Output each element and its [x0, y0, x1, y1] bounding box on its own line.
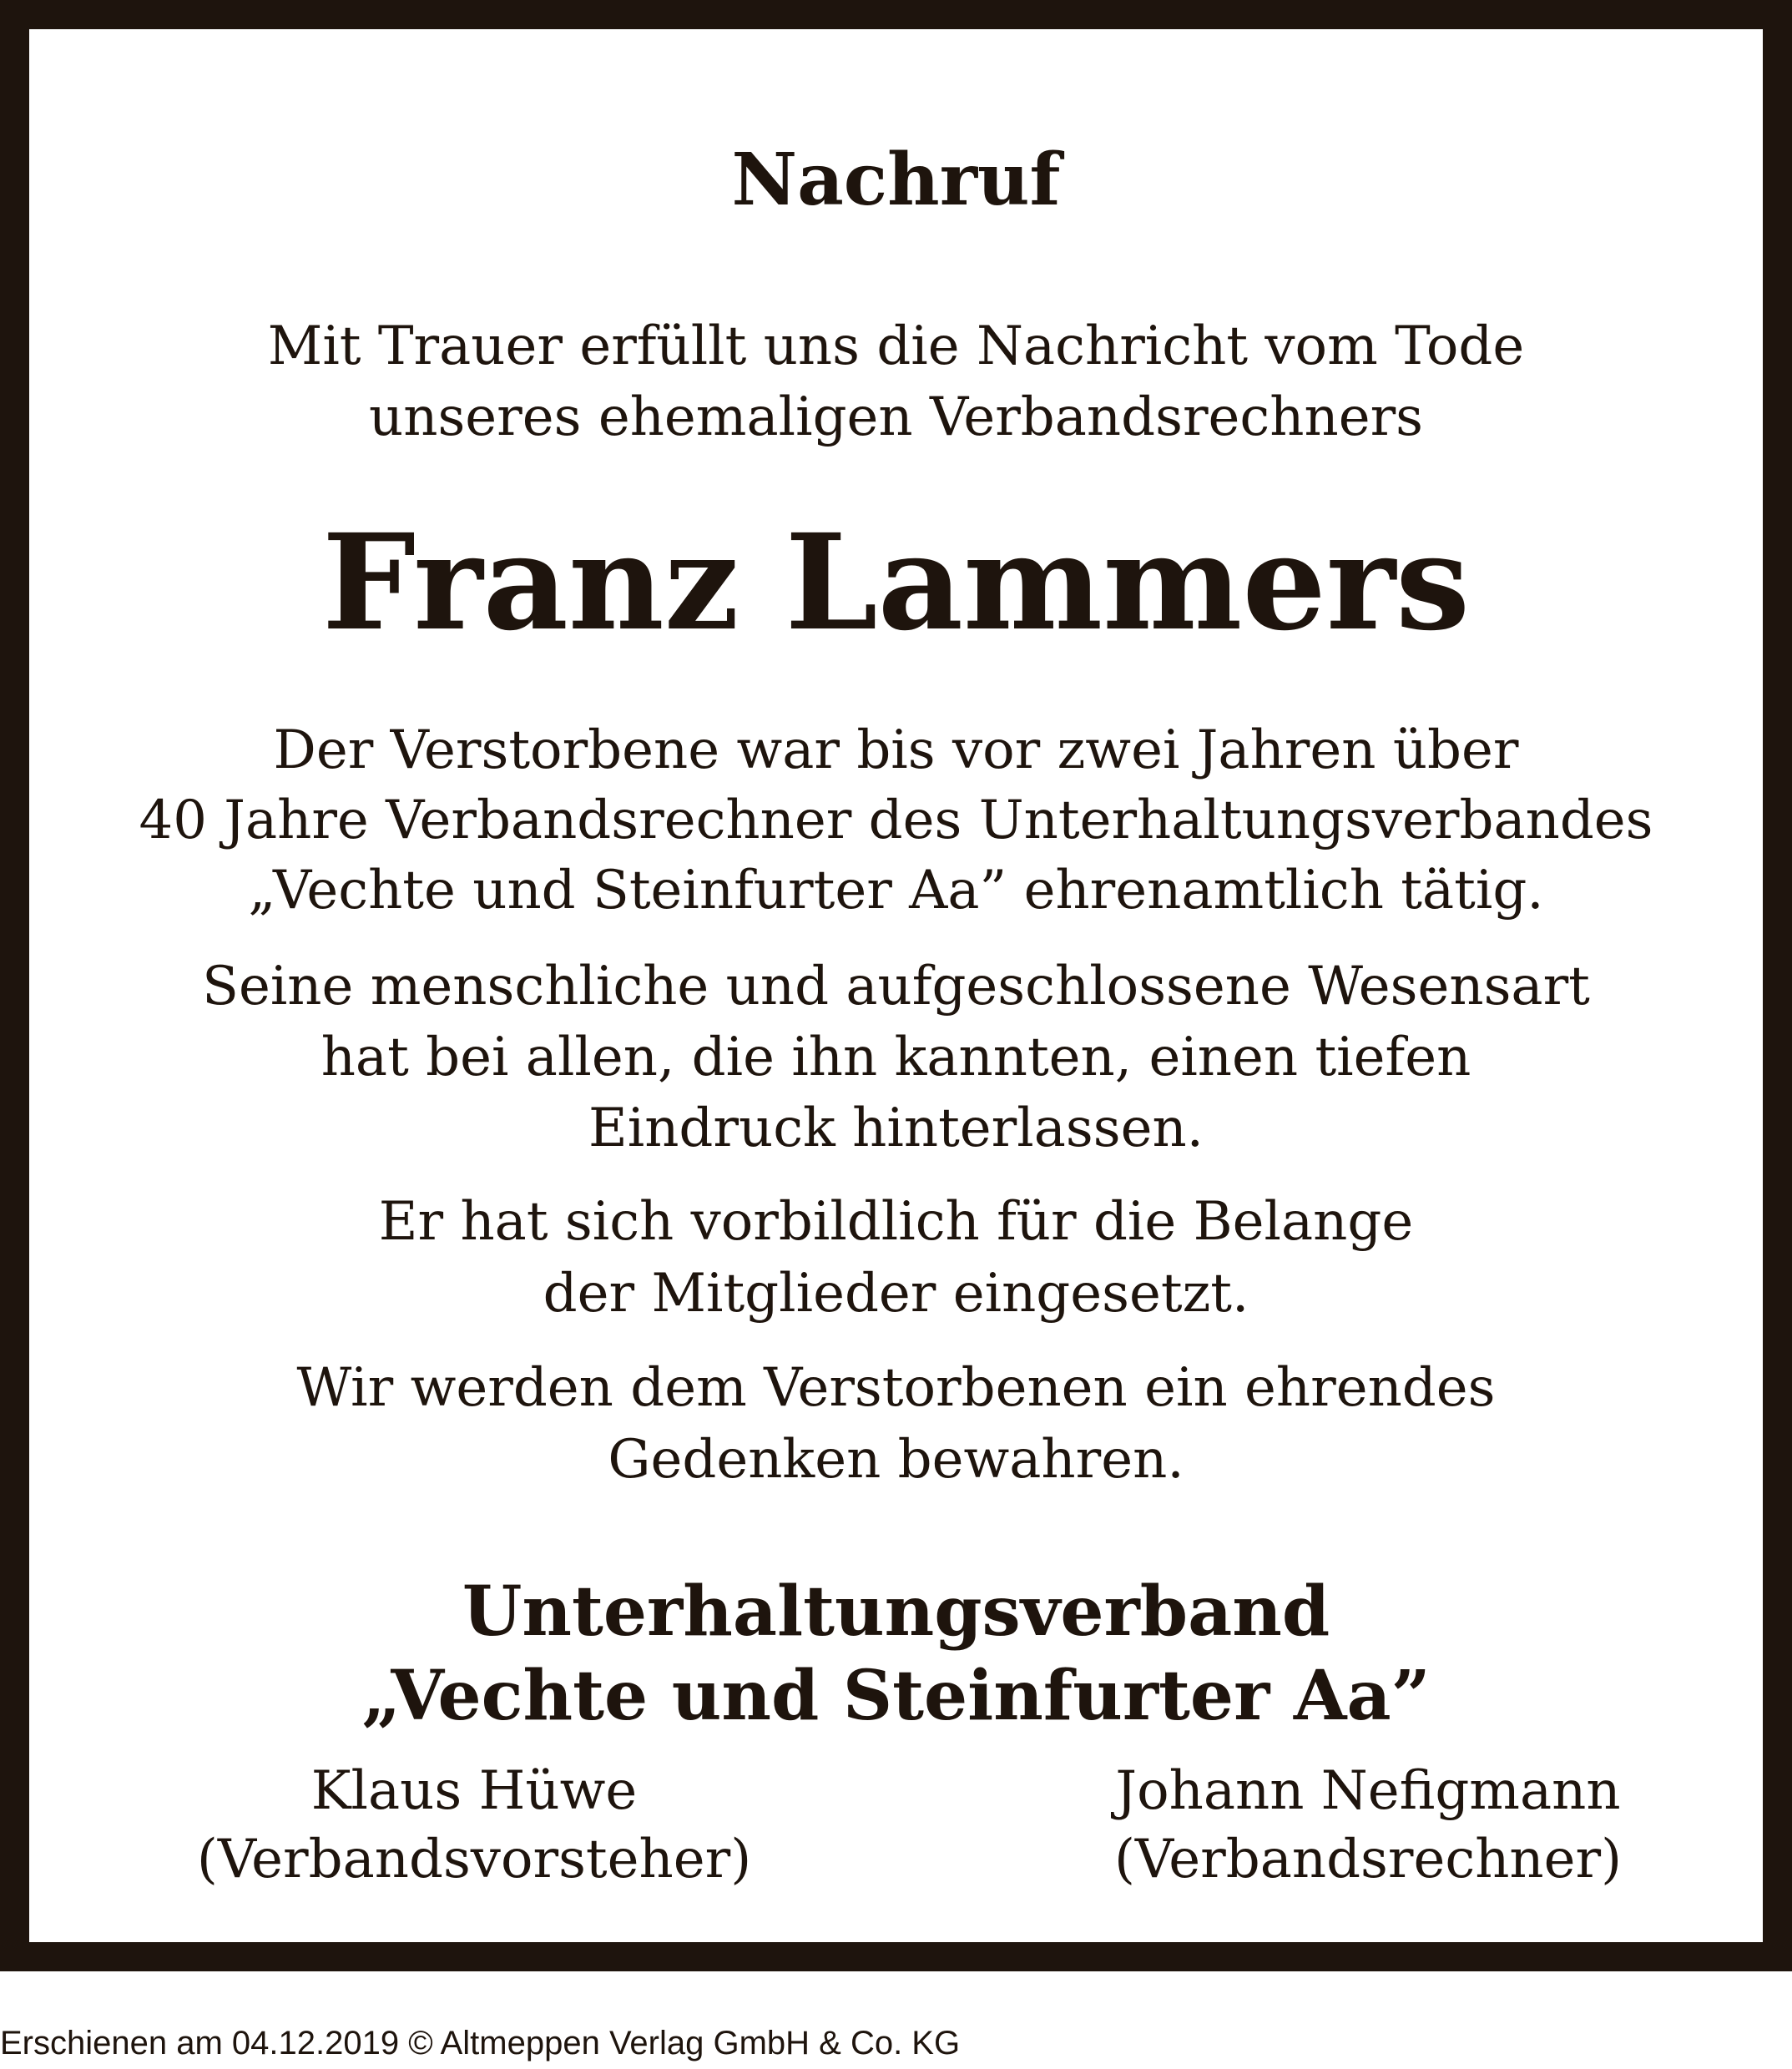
intro-line: unseres ehemaligen Verbandsrechners: [369, 386, 1423, 448]
paragraph-line: Gedenken bewahren.: [608, 1429, 1184, 1491]
intro-line: Mit Trauer erfüllt uns die Nachricht vom Tode: [267, 315, 1525, 377]
paragraph-line: 40 Jahre Verbandsrechner des Unterhaltungsverbandes: [139, 790, 1653, 851]
publication-footer: Erschienen am 04.12.2019 © Altmeppen Verlag GmbH & Co. KG: [0, 2025, 961, 2061]
paragraph-line: Wir werden dem Verstorbenen ein ehrendes: [296, 1357, 1496, 1419]
paragraph-line: Der Verstorbene war bis vor zwei Jahren über: [273, 719, 1519, 781]
deceased-name: Franz Lammers: [321, 506, 1471, 660]
paragraph-line: hat bei allen, die ihn kannten, einen tiefen: [321, 1027, 1471, 1088]
organization-name: „Vechte und Steinfurter Aa”: [361, 1656, 1431, 1736]
paragraph-line: Eindruck hinterlassen.: [588, 1098, 1204, 1159]
organization-name: Unterhaltungsverband: [462, 1572, 1330, 1652]
signatory-role: (Verbandsrechner): [1113, 1829, 1623, 1890]
paragraph-line: Seine menschliche und aufgeschlossene Wesensart: [202, 956, 1590, 1017]
signatory-role: (Verbandsvorsteher): [196, 1829, 752, 1890]
notice-heading: Nachruf: [731, 138, 1061, 222]
paragraph-line: der Mitglieder eingesetzt.: [543, 1263, 1249, 1325]
paragraph-line: Er hat sich vorbildlich für die Belange: [378, 1191, 1414, 1253]
paragraph-line: „Vechte und Steinfurter Aa” ehrenamtlich tätig.: [248, 860, 1544, 921]
signatory-name: Klaus Hüwe: [310, 1760, 638, 1822]
signatory-name: Johann Nefigmann: [1115, 1760, 1621, 1822]
